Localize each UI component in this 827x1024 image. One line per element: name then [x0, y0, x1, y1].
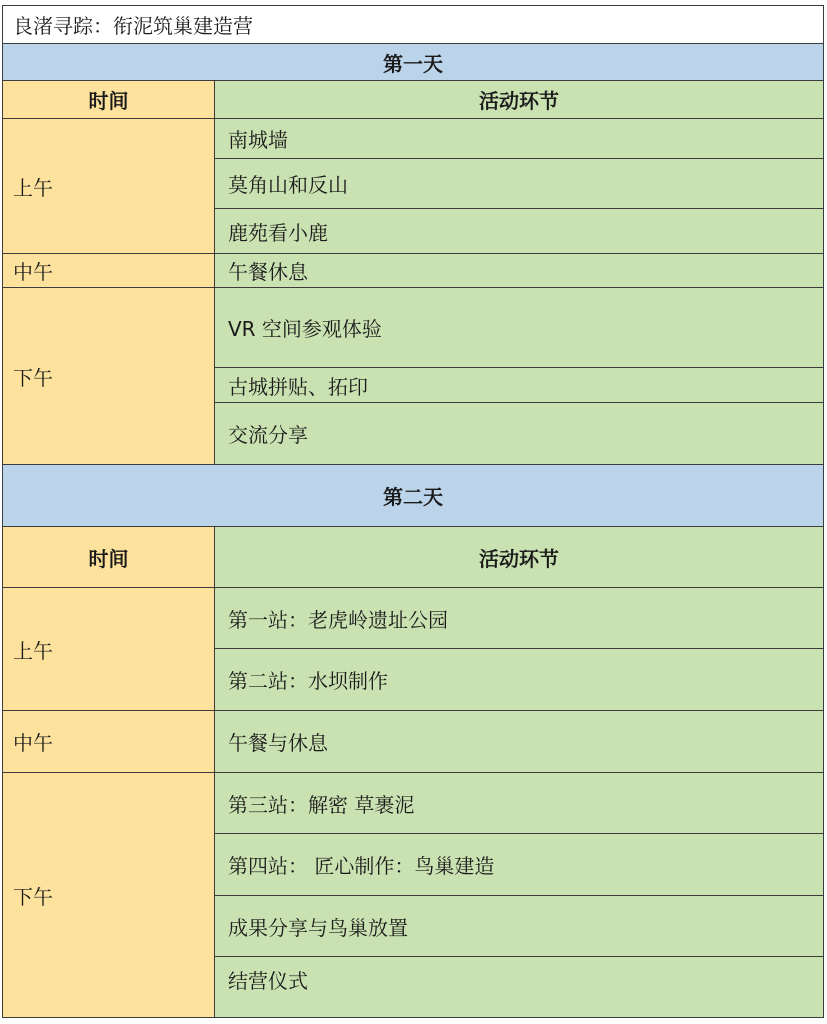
column-header-time: 时间	[3, 527, 215, 588]
activity-cell: 第四站： 匠心制作：鸟巢建造	[215, 834, 824, 896]
time-cell-afternoon: 下午	[3, 773, 215, 1018]
column-header-time: 时间	[3, 81, 215, 119]
time-cell-noon: 中午	[3, 711, 215, 773]
time-cell-morning: 上午	[3, 119, 215, 254]
day-2-header: 第二天	[3, 465, 824, 527]
activity-cell: 第三站：解密 草裹泥	[215, 773, 824, 834]
activity-cell: 成果分享与鸟巢放置	[215, 896, 824, 957]
column-header-activity: 活动环节	[215, 527, 824, 588]
activity-cell: 莫角山和反山	[215, 159, 824, 209]
time-cell-morning: 上午	[3, 588, 215, 711]
schedule-table	[2, 5, 824, 1018]
column-header-activity: 活动环节	[215, 81, 824, 119]
time-cell-noon: 中午	[3, 254, 215, 288]
activity-cell: 结营仪式	[215, 957, 824, 1018]
activity-cell: 交流分享	[215, 403, 824, 465]
activity-cell: VR 空间参观体验	[215, 288, 824, 368]
activity-cell: 午餐休息	[215, 254, 824, 288]
activity-cell: 第一站：老虎岭遗址公园	[215, 588, 824, 649]
activity-cell: 第二站：水坝制作	[215, 649, 824, 711]
time-cell-afternoon: 下午	[3, 288, 215, 465]
activity-cell: 午餐与休息	[215, 711, 824, 773]
activity-cell: 南城墙	[215, 119, 824, 159]
activity-cell: 鹿苑看小鹿	[215, 209, 824, 254]
day-1-header: 第一天	[3, 44, 824, 81]
activity-cell: 古城拼贴、拓印	[215, 368, 824, 403]
document-title: 良渚寻踪：衔泥筑巢建造营	[3, 6, 824, 44]
